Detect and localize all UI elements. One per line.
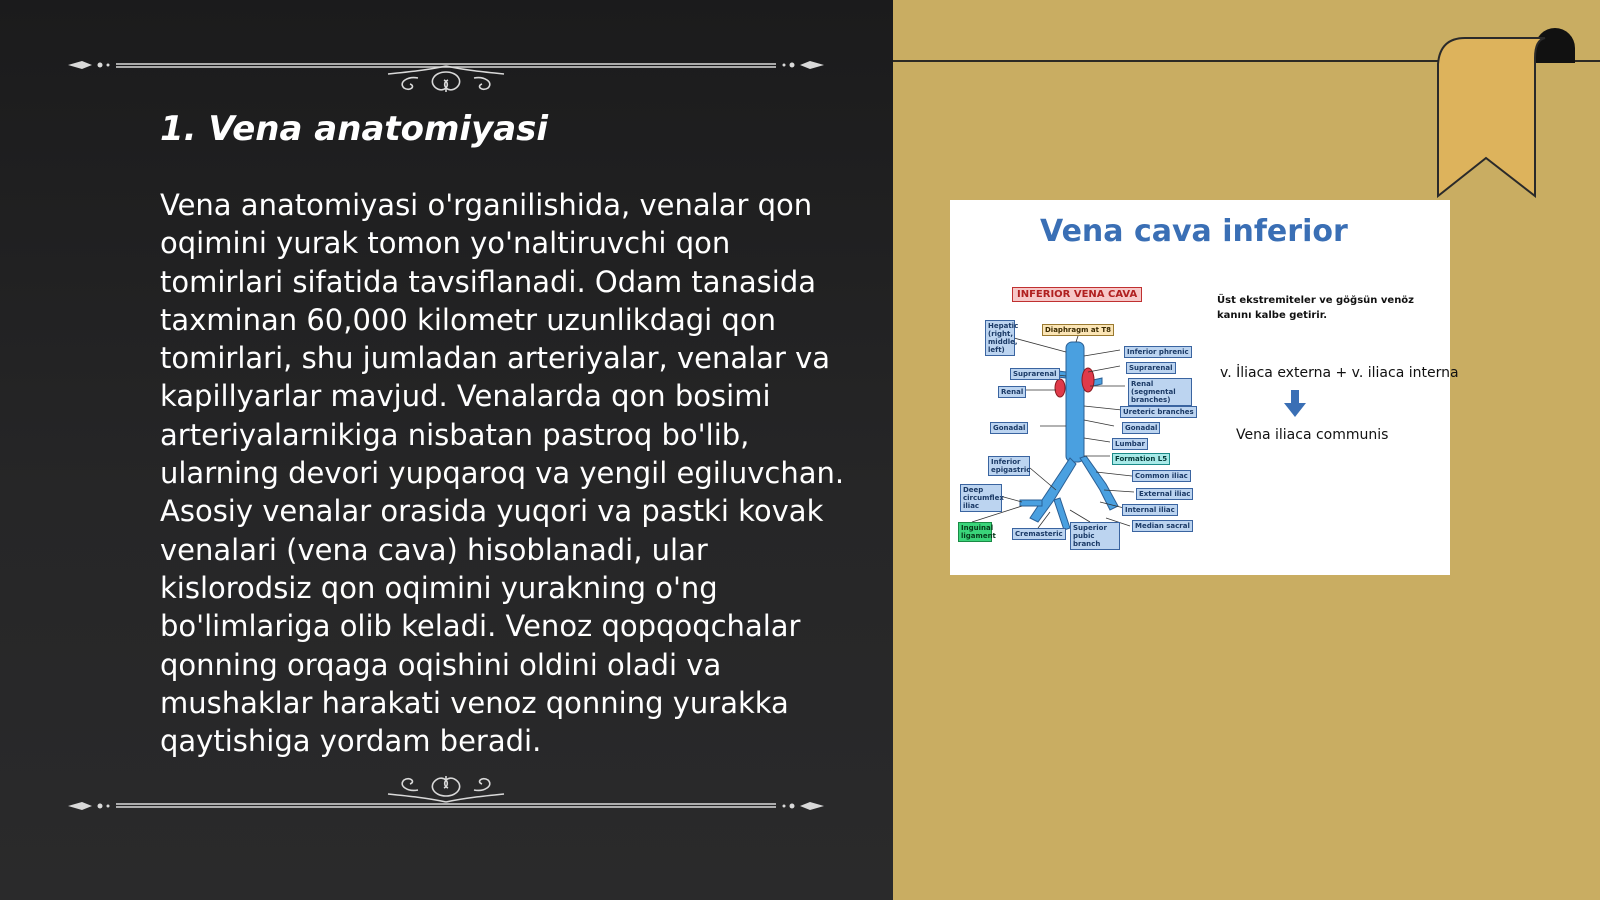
body-paragraph: Vena anatomiyasi o'rganilishida, venalar qon oqimini yurak tomon yo'naltiruvchi qon tomirlari sifatida tavsiflanadi. Odam tanasida taxminan 60,000 kilometr uzunlikdagi qon tomirlari, shu jumladan arteriyalar, venalar va kapillyarlar mavjud. Venalarda qon bosimi arteriyalarnikiga nisbatan pastroq bo'lib, ularning devori yupqaroq va yengil egiluvchan. Asosiy venalar orasida yuqori va pastki kovak venalari (vena cava) hisoblanadi, ular kislorodsiz qon oqimini yurakning o'ng bo'limlariga olib keladi. Venoz qopqoqchalar qonning orqaga oqishini oldini oladi va mushaklar harakati venoz qonning yurakka qaytishiga yordam beradi.	[160, 188, 845, 759]
image-formula: v. İliaca externa + v. iliaca interna	[1220, 365, 1459, 381]
bookmark-ribbon-icon	[1420, 28, 1580, 198]
label-superior-pubic-branch: Superior pubic branch	[1070, 522, 1120, 550]
scroll-ornament-icon	[68, 776, 824, 826]
label-common-iliac: Common iliac	[1132, 470, 1191, 482]
down-arrow-icon	[1284, 390, 1306, 418]
label-cremasteric: Cremasteric	[1012, 528, 1066, 540]
image-title: Vena cava inferior	[1040, 214, 1348, 249]
page-title: 1. Vena anatomiyasi	[160, 109, 549, 149]
label-gonadal-left: Gonadal	[1122, 422, 1160, 434]
label-hepatic: Hepatic (right, middle, left)	[985, 320, 1015, 356]
diagram-label: INFERIOR VENA CAVA	[1012, 287, 1142, 302]
label-suprarenal-right: Suprarenal	[1010, 368, 1060, 380]
label-ureteric-branches: Ureteric branches	[1120, 406, 1197, 418]
label-deep-circumflex-iliac: Deep circumflex iliac	[960, 484, 1002, 512]
label-suprarenal-left: Suprarenal	[1126, 362, 1176, 374]
image-result: Vena iliaca communis	[1236, 427, 1389, 443]
label-inferior-epigastric: Inferior epigastric	[988, 456, 1030, 476]
label-renal-segmental: Renal (segmental branches)	[1128, 378, 1192, 406]
scroll-ornament-icon	[68, 42, 824, 92]
image-note: Üst ekstremiteler ve göğsün venöz kanını kalbe getirir.	[1217, 295, 1414, 321]
label-inguinal-ligament: Inguinal ligament	[958, 522, 992, 542]
label-gonadal-right: Gonadal	[990, 422, 1028, 434]
label-external-iliac: External iliac	[1136, 488, 1193, 500]
label-inferior-phrenic: Inferior phrenic	[1124, 346, 1192, 358]
label-diaphragm: Diaphragm at T8	[1042, 324, 1114, 336]
label-renal-right: Renal	[998, 386, 1026, 398]
label-lumbar: Lumbar	[1112, 438, 1148, 450]
label-internal-iliac: Internal iliac	[1122, 504, 1178, 516]
label-median-sacral: Median sacral	[1132, 520, 1193, 532]
vena-cava-diagram-image	[950, 200, 1459, 575]
label-formation-l5: Formation L5	[1112, 453, 1170, 465]
